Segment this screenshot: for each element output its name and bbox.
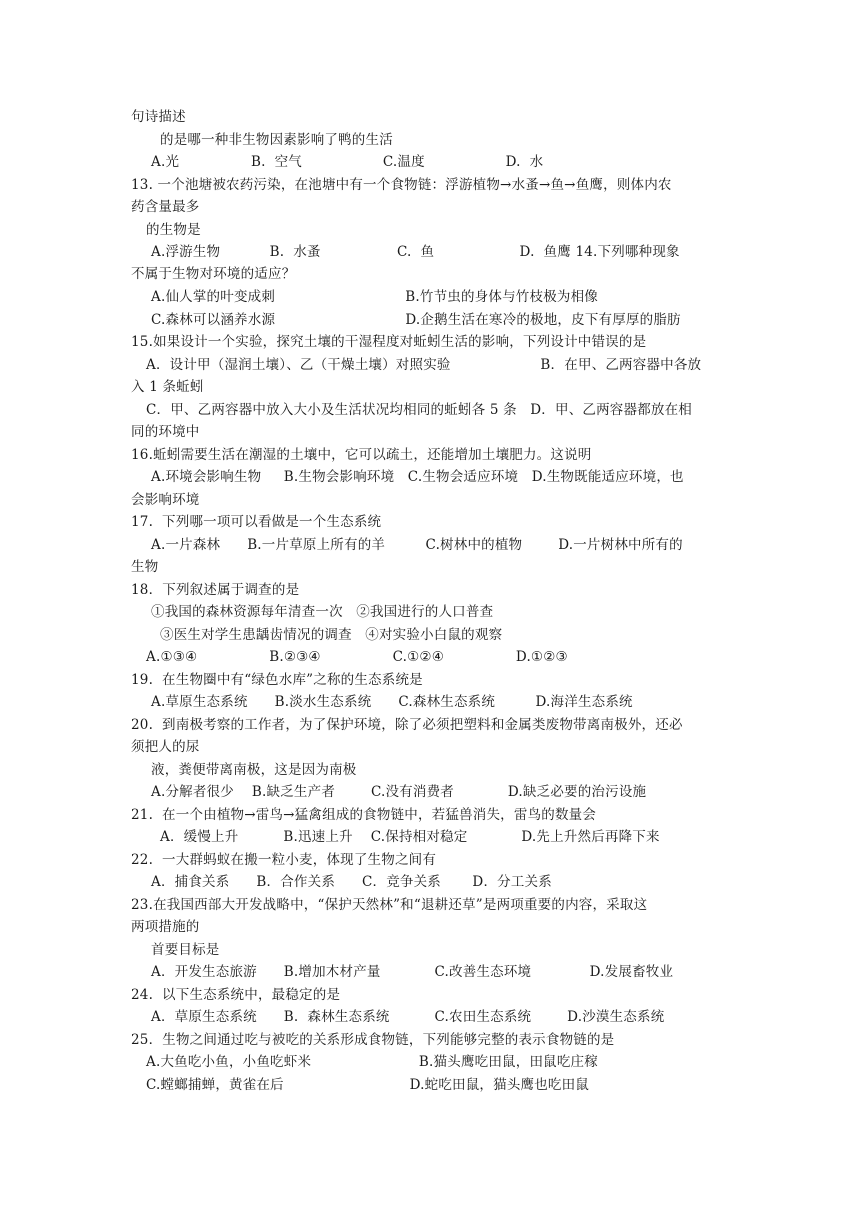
text-line: A．缓慢上升 B.迅速上升 C.保持相对稳定 D.先上升然后再降下来 [160,829,660,845]
text-line: 17. 下列哪一项可以看做是一个生态系统 [131,514,382,530]
text-line: 21. 在一个由植物→雷鸟→猛禽组成的食物链中，若猛兽消失，雷鸟的数量会 [131,807,597,823]
text-line: A．草原生态系统 B. 森林生态系统 C.农田生态系统 D.沙漠生态系统 [151,1009,665,1025]
text-line: 入 1 条蚯蚓 [131,379,204,395]
text-line: 会影响环境 [131,492,200,508]
text-line: 句诗描述 [131,109,186,125]
text-line: A.①③④ B.②③④ C.①②④ D.①②③ [146,649,568,665]
text-line: A.仙人掌的叶变成刺 B.竹节虫的身体与竹枝极为相像 [151,289,598,305]
text-line: 首要目标是 [151,942,220,958]
text-line: 生物 [131,559,159,575]
text-line: A.浮游生物 B. 水蚤 C. 鱼 D. 鱼鹰 14.下列哪种现象 [151,244,680,260]
text-line: A．设计甲（湿润土壤）、乙（干燥土壤）对照实验 B．在甲、乙两容器中各放 [146,357,702,373]
text-line: A.光 B. 空气 C.温度 D. 水 [151,154,544,170]
text-line: A.草原生态系统 B.淡水生态系统 C.森林生态系统 D.海洋生态系统 [151,694,633,710]
text-line: ①我国的森林资源每年清查一次 ②我国进行的人口普查 [151,604,494,620]
text-line: 16.蚯蚓需要生活在潮湿的土壤中，它可以疏土，还能增加土壤肥力。这说明 [131,447,592,463]
text-line: A.分解者很少 B.缺乏生产者 C.没有消费者 D.缺乏必要的治污设施 [151,784,647,800]
text-line: C．甲、乙两容器中放入大小及生活状况均相同的蚯蚓各 5 条 D．甲、乙两容器都放在相 [146,402,692,418]
text-line: 18．下列叙述属于调查的是 [131,582,300,598]
text-line: C.螳螂捕蝉，黄雀在后 D.蛇吃田鼠，猫头鹰也吃田鼠 [146,1077,590,1093]
text-line: 19. 在生物圈中有“绿色水库”之称的生态系统是 [131,672,423,688]
text-line: 22. 一大群蚂蚁在搬一粒小麦，体现了生物之间有 [131,852,437,868]
text-line: C.森林可以涵养水源 D.企鹅生活在寒冷的极地，皮下有厚厚的脂肪 [151,312,681,328]
text-line: A．开发生态旅游 B.增加木材产量 C.改善生态环境 D.发展畜牧业 [151,964,674,980]
text-line: 15.如果设计一个实验，探究土壤的干湿程度对蚯蚓生活的影响，下列设计中错误的是 [131,334,647,350]
text-line: 须把人的尿 [131,739,200,755]
text-line: 不属于生物对环境的适应？ [131,266,296,282]
text-line: A．捕食关系 B．合作关系 C．竞争关系 D．分工关系 [151,874,552,890]
text-line: 同的环境中 [131,424,200,440]
text-line: 的是哪一种非生物因素影响了鸭的生活 [160,132,393,148]
text-line: 药含量最多 [131,199,200,215]
text-line: 13. 一个池塘被农药污染，在池塘中有一个食物链：浮游植物→水蚤→鱼→鱼鹰，则体内农 [131,177,672,193]
text-line: A.一片森林 B.一片草原上所有的羊 C.树林中的植物 D.一片树林中所有的 [151,537,683,553]
text-line: 25．生物之间通过吃与被吃的关系形成食物链，下列能够完整的表示食物链的是 [131,1032,615,1048]
text-line: 液，粪便带离南极，这是因为南极 [151,762,357,778]
text-line: A.大鱼吃小鱼，小鱼吃虾米 B.猫头鹰吃田鼠，田鼠吃庄稼 [146,1054,598,1070]
text-line: 20. 到南极考察的工作者，为了保护环境，除了必须把塑料和金属类废物带离南极外，还必 [131,717,683,733]
text-line: 24. 以下生态系统中，最稳定的是 [131,987,341,1003]
text-line: 23.在我国西部大开发战略中，“保护天然林”和“退耕还草”是两项重要的内容，采取这 [131,897,648,913]
text-line: 的生物是 [146,222,201,238]
text-line: A.环境会影响生物 B.生物会影响环境 C.生物会适应环境 D.生物既能适应环境，也 [151,469,684,485]
text-line: ③医生对学生患龋齿情况的调查 ④对实验小白鼠的观察 [160,627,503,643]
text-line: 两项措施的 [131,919,200,935]
